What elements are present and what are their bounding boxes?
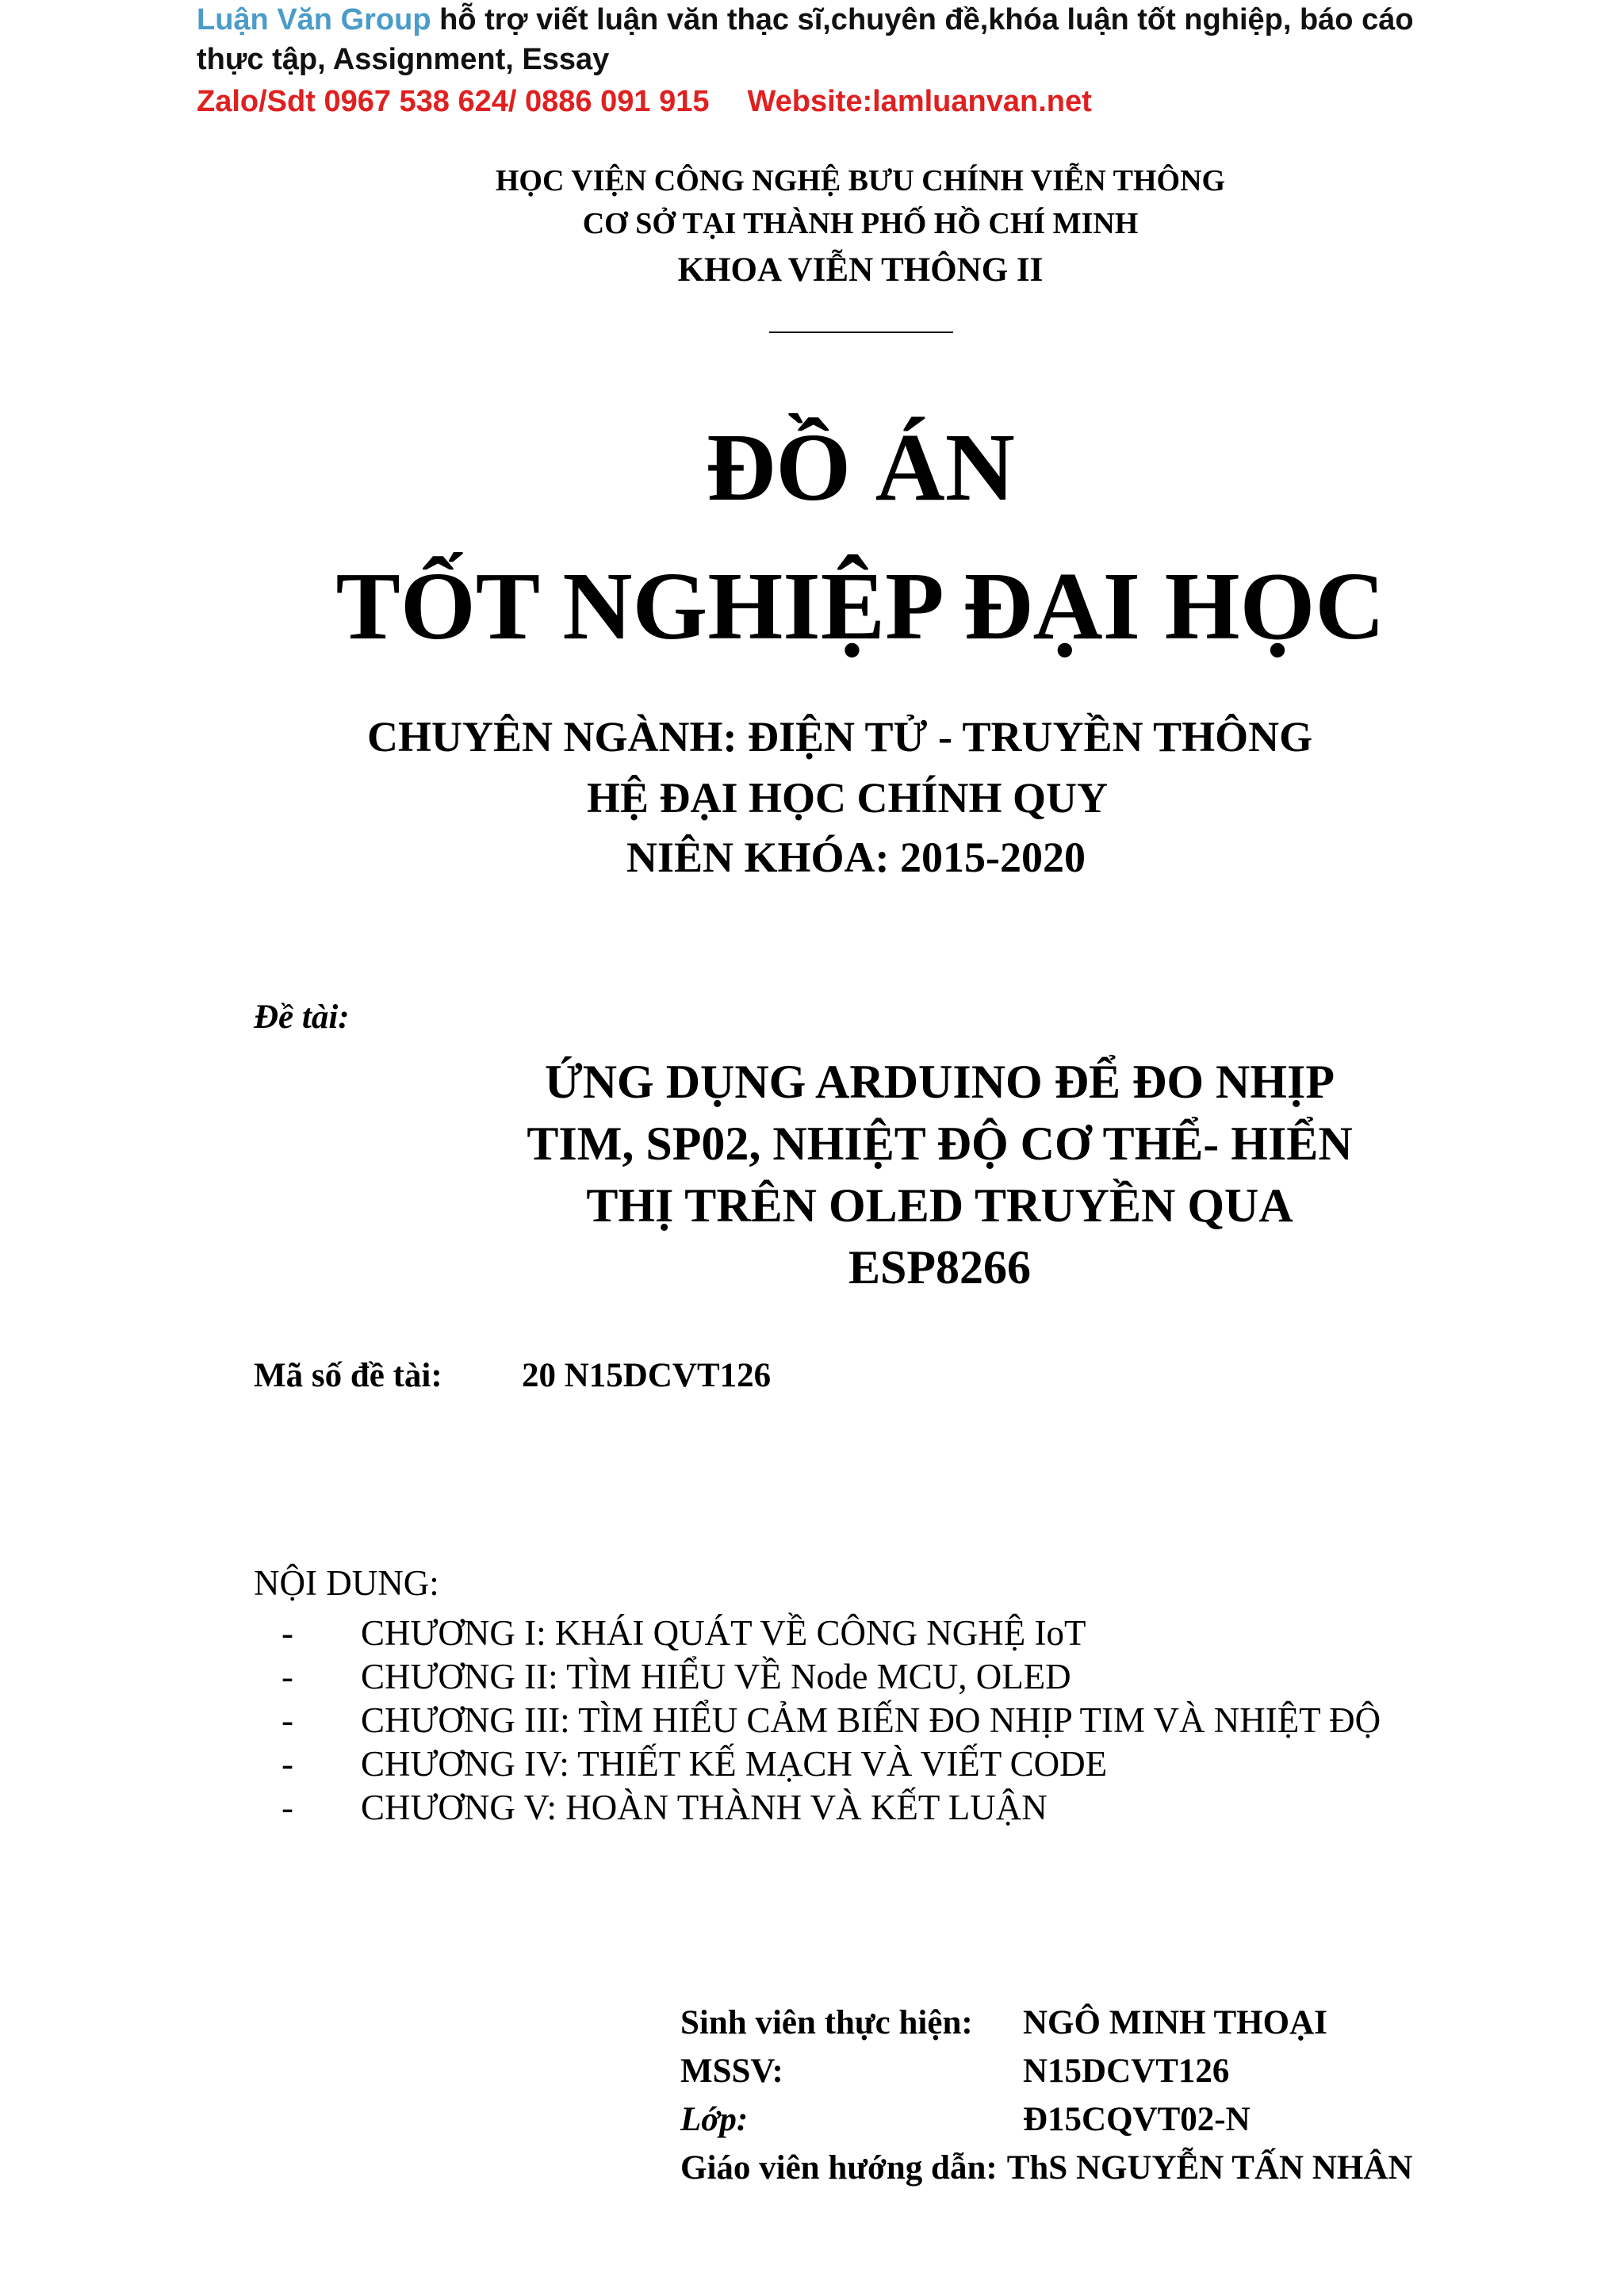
- student-id-row: [680, 2047, 1412, 2095]
- advisor-row: [680, 2144, 1412, 2192]
- advisor-label: Giáo viên hướng dẫn:: [680, 2149, 998, 2187]
- chapter-title: CHƯƠNG III: TÌM HIỂU CẢM BIẾN ĐO NHỊP TIM VÀ NHIỆT ĐỘ: [361, 1700, 1381, 1740]
- banner-brand: Luận Văn Group: [197, 3, 431, 36]
- banner-contact: Zalo/Sdt 0967 538 624/ 0886 091 915: [197, 85, 710, 118]
- chapter-title: CHƯƠNG V: HOÀN THÀNH VÀ KẾT LUẬN: [361, 1788, 1048, 1827]
- document-title-line1: ĐỒ ÁN: [706, 414, 1015, 521]
- institution-name: HỌC VIỆN CÔNG NGHỆ BƯU CHÍNH VIỄN THÔNG: [495, 164, 1226, 197]
- student-class-row: [680, 2095, 1412, 2144]
- chapter-title: CHƯƠNG II: TÌM HIỂU VỀ Node MCU, OLED: [361, 1657, 1071, 1696]
- topic-title: [444, 1051, 1435, 1298]
- contents-heading: NỘI DUNG:: [254, 1563, 439, 1603]
- program-major: CHUYÊN NGÀNH: ĐIỆN TỬ - TRUYỀN THÔNG: [367, 713, 1313, 761]
- topic-line: ỨNG DỤNG ARDUINO ĐỂ ĐO NHỊP: [544, 1056, 1335, 1108]
- list-item: [282, 1699, 1381, 1742]
- student-info: [680, 1999, 1412, 2192]
- student-class: Đ15CQVT02-N: [1023, 2101, 1251, 2138]
- program-years: NIÊN KHÓA: 2015-2020: [626, 834, 1086, 881]
- student-name: NGÔ MINH THOẠI: [1023, 2004, 1327, 2041]
- bullet-dash: -: [282, 1788, 293, 1827]
- student-name-row: [680, 1999, 1412, 2047]
- bullet-dash: -: [282, 1613, 293, 1653]
- contents-list: [282, 1612, 1381, 1830]
- topic-code-label: Mã số đề tài:: [254, 1357, 442, 1394]
- chapter-title: CHƯƠNG I: KHÁI QUÁT VỀ CÔNG NGHỆ IoT: [361, 1613, 1086, 1653]
- student-id: N15DCVT126: [1023, 2053, 1230, 2090]
- institution-campus: CƠ SỞ TẠI THÀNH PHỐ HỒ CHÍ MINH: [582, 207, 1139, 240]
- topic-label: Đề tài:: [254, 999, 350, 1036]
- topic-code-value: 20 N15DCVT126: [522, 1357, 772, 1394]
- topic-line: THỊ TRÊN OLED TRUYỀN QUA: [586, 1179, 1293, 1232]
- list-item: [282, 1786, 1381, 1830]
- list-item: [282, 1742, 1381, 1786]
- header-divider: [769, 332, 953, 333]
- advisor-name: ThS NGUYỄN TẤN NHÂN: [1006, 2149, 1413, 2187]
- banner-tagline: hỗ trợ viết luận văn thạc sĩ,chuyên đề,khóa luận tốt nghiệp, báo cáo thực tập, Assignment, Essay: [197, 3, 1414, 76]
- list-item: [282, 1655, 1381, 1699]
- banner-website: Website:lamluanvan.net: [747, 85, 1092, 118]
- student-class-label: Lớp:: [680, 2101, 749, 2138]
- chapter-title: CHƯƠNG IV: THIẾT KẾ MẠCH VÀ VIẾT CODE: [361, 1744, 1108, 1784]
- student-name-label: Sinh viên thực hiện:: [680, 2004, 973, 2041]
- program-system: HỆ ĐẠI HỌC CHÍNH QUY: [587, 774, 1109, 822]
- bullet-dash: -: [282, 1744, 293, 1784]
- document-title-line2: TỐT NGHIỆP ĐẠI HỌC: [335, 553, 1385, 660]
- banner-contact-line: [197, 82, 1092, 121]
- faculty-name: KHOA VIỄN THÔNG II: [677, 251, 1044, 289]
- bullet-dash: -: [282, 1657, 293, 1696]
- bullet-dash: -: [282, 1700, 293, 1740]
- student-id-label: MSSV:: [680, 2053, 783, 2090]
- list-item: [282, 1612, 1381, 1655]
- topic-line: ESP8266: [848, 1241, 1032, 1294]
- promo-banner: [197, 0, 1434, 79]
- topic-line: TIM, SP02, NHIỆT ĐỘ CƠ THỂ- HIỂN: [527, 1117, 1353, 1170]
